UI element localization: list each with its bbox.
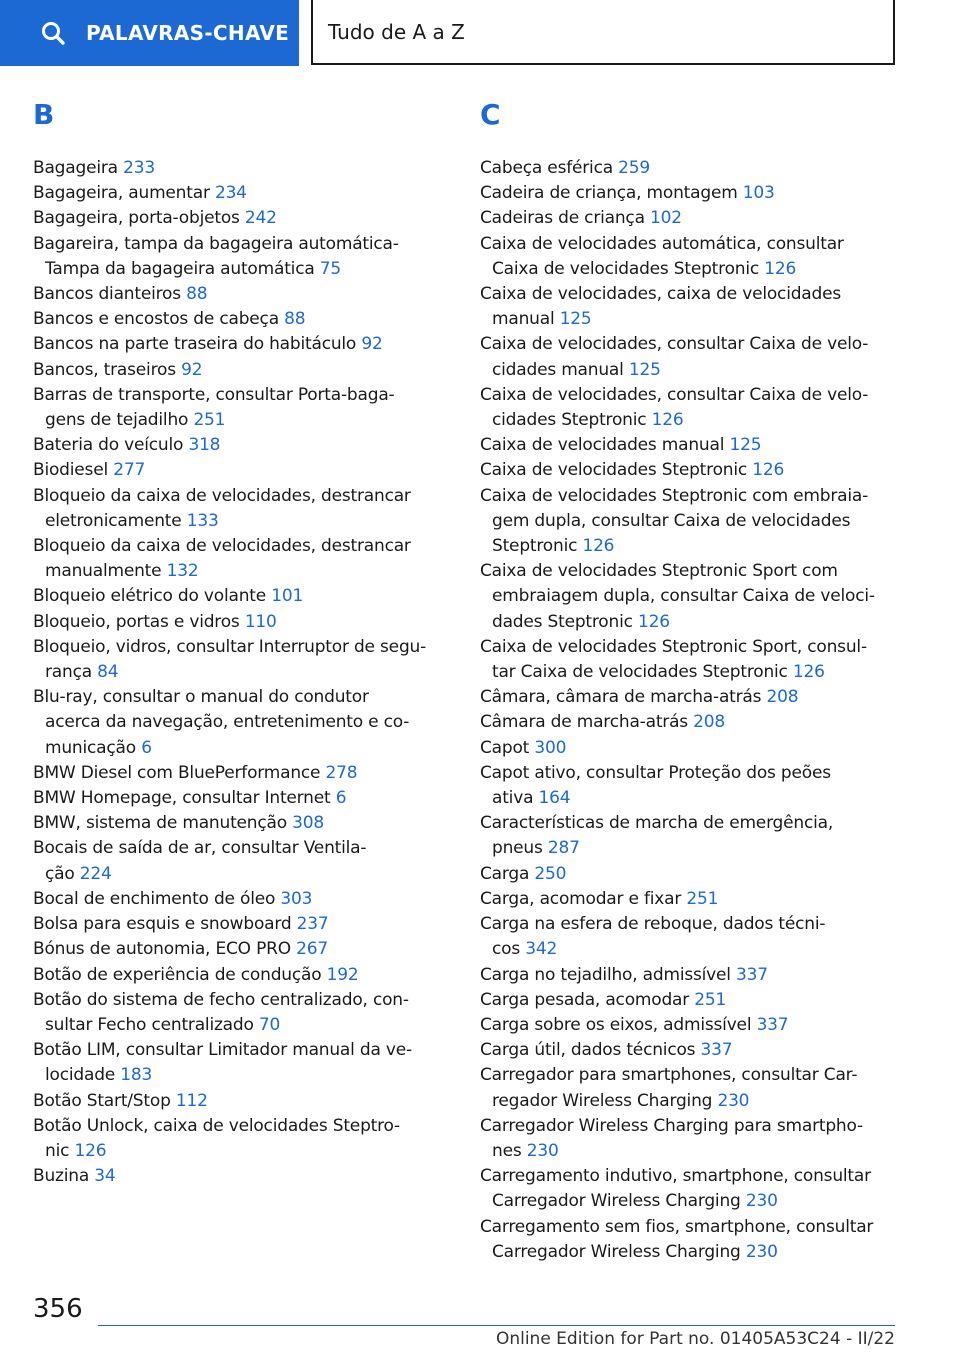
index-entry-term: Câmara de marcha-atrás (480, 712, 688, 733)
page-reference-link[interactable]: 92 (181, 359, 203, 380)
index-entry-term: Bloqueio da caixa de velocidades, destrancar (33, 536, 411, 557)
index-entry (480, 862, 900, 887)
page-reference-link[interactable]: 208 (766, 687, 799, 708)
index-entry (33, 584, 451, 609)
index-entry (33, 811, 451, 836)
index-entry-term: Botão de experiência de condução (33, 964, 322, 985)
index-entry (33, 1038, 451, 1088)
index-entry (480, 887, 900, 912)
index-entry (480, 458, 900, 483)
index-entry-term: embraiagem dupla, consultar Caixa de veloci- (492, 586, 875, 607)
index-entry-term: Bancos dianteiros (33, 284, 181, 305)
page-reference-link[interactable]: 88 (284, 309, 306, 330)
index-entry-term: Bagageira, aumentar (33, 183, 210, 204)
index-entry-term: manualmente (45, 561, 162, 582)
index-entry (480, 1013, 900, 1038)
edition-footer: Online Edition for Part no. 01405A53C24 - II/22 (495, 1329, 895, 1349)
index-entry-term: Bancos, traseiros (33, 359, 176, 380)
index-entry-term: Bagageira (33, 158, 118, 178)
page-number: 356 (33, 1294, 83, 1324)
index-entry (480, 383, 900, 433)
index-entry (480, 761, 900, 811)
index-entry-term: locidade (45, 1065, 116, 1086)
page-reference-link[interactable]: 110 (244, 611, 277, 632)
page-reference-link[interactable]: 242 (244, 208, 277, 229)
index-entry-term: regador Wireless Charging (492, 1090, 713, 1111)
page-reference-link[interactable]: 112 (175, 1090, 208, 1111)
page-reference-link[interactable]: 303 (280, 888, 313, 909)
index-entry (33, 232, 451, 282)
index-entry (480, 332, 900, 382)
index-entry-term: Carga pesada, acomodar (480, 989, 690, 1010)
index-entry-term: Carregamento sem fios, smartphone, consultar (480, 1216, 874, 1237)
footer-divider (98, 1325, 895, 1326)
index-entry (33, 836, 451, 886)
index-entry-list (480, 156, 900, 1265)
page-reference-link[interactable]: 230 (526, 1140, 559, 1161)
index-entry (33, 937, 451, 962)
index-entry (33, 534, 451, 584)
index-entry-term: Bocal de enchimento de óleo (33, 888, 276, 909)
index-entry-term: Bloqueio, vidros, consultar Interruptor de segu- (33, 636, 427, 657)
index-entry (33, 1114, 451, 1164)
index-entry (480, 635, 900, 685)
index-entry-term: municação (45, 737, 136, 758)
index-entry (480, 685, 900, 710)
page-reference-link[interactable]: 70 (258, 1014, 281, 1035)
page-reference-link[interactable]: 126 (582, 536, 615, 557)
index-entry-term: Steptronic (492, 536, 578, 557)
index-entry-term: tar Caixa de velocidades Steptronic (492, 662, 788, 683)
page-reference-link[interactable]: 278 (325, 762, 358, 783)
index-entry (33, 761, 451, 786)
index-entry-term: sultar Fecho centralizado (45, 1014, 254, 1035)
keywords-tab[interactable] (0, 0, 299, 66)
index-entry-term: Caixa de velocidades Steptronic (492, 258, 760, 279)
page-reference-link[interactable]: 337 (736, 964, 768, 985)
page-reference-link[interactable]: 300 (534, 737, 567, 758)
index-entry (33, 156, 451, 181)
index-entry-term: gens de tejadilho (45, 410, 189, 431)
index-entry (480, 710, 900, 735)
page-reference-link[interactable]: 103 (742, 183, 775, 204)
page-reference-link[interactable]: 237 (296, 914, 329, 935)
index-entry-term: Bancos na parte traseira do habitáculo (33, 334, 357, 355)
index-entry-term: Câmara, câmara de marcha-atrás (480, 687, 762, 708)
letter-heading: C (480, 98, 501, 131)
index-entry-term: Biodiesel (33, 460, 108, 481)
page-reference-link[interactable]: 164 (538, 788, 571, 809)
index-entry (33, 206, 451, 231)
index-entry-term: Caixa de velocidades manual (480, 435, 725, 456)
index-entry-term: Caixa de velocidades, consultar Caixa de velo- (480, 384, 869, 405)
index-entry-term: Caixa de velocidades Steptronic Sport, consul- (480, 636, 867, 657)
index-entry-term: Botão do sistema de fecho centralizado, con- (33, 989, 409, 1010)
index-entry (33, 610, 451, 635)
index-entry-term: Bagageira, porta-objetos (33, 208, 240, 229)
index-entry-term: Cadeira de criança, montagem (480, 183, 738, 204)
page-reference-link[interactable]: 88 (186, 284, 208, 305)
page-reference-link[interactable]: 75 (319, 258, 342, 279)
index-entry (33, 963, 451, 988)
index-entry-term: nic (45, 1140, 70, 1161)
search-icon (40, 20, 66, 46)
index-entry (480, 232, 900, 282)
index-entry (33, 383, 451, 433)
index-entry-term: ção (45, 863, 75, 884)
page-reference-link[interactable]: 308 (292, 813, 325, 834)
page-reference-link[interactable]: 337 (756, 1014, 789, 1035)
index-entry-term: Carga útil, dados técnicos (480, 1040, 696, 1061)
index-entry-term: Caixa de velocidades, caixa de velocidades (480, 284, 842, 305)
page-reference-link[interactable]: 251 (694, 989, 727, 1010)
index-entry-list (33, 156, 451, 1189)
page-reference-link[interactable]: 132 (166, 561, 199, 582)
index-entry (33, 458, 451, 483)
index-entry-term: nes (492, 1140, 522, 1161)
index-entry (480, 736, 900, 761)
index-entry-term: Barras de transporte, consultar Porta-baga- (33, 384, 395, 405)
index-entry-term: Carga, acomodar e fixar (480, 888, 682, 909)
page-reference-link[interactable]: 133 (186, 510, 219, 531)
page-reference-link[interactable]: 101 (271, 586, 304, 607)
index-entry (480, 1215, 900, 1265)
page-reference-link[interactable]: 126 (764, 258, 797, 279)
index-entry-term: cidades Steptronic (492, 410, 647, 431)
page-reference-link[interactable]: 125 (729, 435, 762, 456)
index-entry-term: Blu-ray, consultar o manual do condutor (33, 687, 369, 708)
page-reference-link[interactable]: 234 (214, 183, 247, 204)
index-entry-term: manual (492, 309, 555, 330)
index-entry-term: cidades manual (492, 359, 624, 380)
index-entry-term: Botão Unlock, caixa de velocidades Steptro- (33, 1115, 400, 1136)
index-entry (480, 282, 900, 332)
index-entry (33, 635, 451, 685)
index-entry-term: Botão Start/Stop (33, 1090, 171, 1111)
keywords-tab-label: PALAVRAS-CHAVE (86, 21, 290, 45)
index-entry-term: Caixa de velocidades Steptronic Sport com (480, 561, 838, 582)
page-reference-link[interactable]: 277 (113, 460, 146, 481)
page-reference-link[interactable]: 125 (628, 359, 661, 380)
page-reference-link[interactable]: 126 (651, 410, 684, 431)
page-reference-link[interactable]: 92 (361, 334, 383, 355)
index-entry-term: gem dupla, consultar Caixa de velocidades (492, 510, 851, 531)
index-entry-term: cos (492, 939, 521, 960)
index-entry (480, 433, 900, 458)
index-entry (480, 1114, 900, 1164)
index-entry-term: Caixa de velocidades Steptronic (480, 460, 748, 481)
index-entry (480, 484, 900, 560)
index-entry (480, 988, 900, 1013)
index-entry (480, 963, 900, 988)
index-entry-term: Bloqueio da caixa de velocidades, destrancar (33, 485, 411, 506)
index-entry (480, 181, 900, 206)
index-entry-term: Capot (480, 737, 530, 758)
page-reference-link[interactable]: 259 (618, 158, 651, 178)
index-entry-term: Carga na esfera de reboque, dados técni- (480, 914, 826, 935)
page-reference-link[interactable]: 318 (188, 435, 221, 456)
index-entry (33, 685, 451, 761)
page-reference-link[interactable]: 183 (120, 1065, 153, 1086)
index-entry-term: Tampa da bagageira automática (45, 258, 315, 279)
index-entry-term: Carga sobre os eixos, admissível (480, 1014, 752, 1035)
index-entry-term: BMW Homepage, consultar Internet (33, 788, 331, 809)
page-reference-link[interactable]: 250 (534, 863, 567, 884)
page-reference-link[interactable]: 126 (637, 611, 670, 632)
page-reference-link[interactable]: 337 (700, 1040, 733, 1061)
index-entry-term: Bloqueio, portas e vidros (33, 611, 240, 632)
page-reference-link[interactable]: 34 (94, 1166, 116, 1187)
index-entry-term: BMW Diesel com BluePerformance (33, 762, 321, 783)
page-reference-link[interactable]: 233 (123, 158, 155, 178)
page-reference-link[interactable]: 125 (559, 309, 592, 330)
page-reference-link[interactable]: 126 (74, 1140, 107, 1161)
index-entry-term: eletronicamente (45, 510, 182, 531)
letter-heading: B (33, 98, 55, 131)
index-entry-term: BMW, sistema de manutenção (33, 813, 287, 834)
index-entry (33, 1089, 451, 1114)
index-entry (33, 887, 451, 912)
page-reference-link[interactable]: 224 (79, 863, 112, 884)
index-entry-term: Carregador Wireless Charging (492, 1241, 741, 1262)
index-entry-term: Cabeça esférica (480, 158, 613, 178)
page-reference-link[interactable]: 251 (686, 888, 719, 909)
index-entry-term: Cadeiras de criança (480, 208, 645, 229)
index-entry (480, 559, 900, 635)
index-entry (33, 433, 451, 458)
index-entry (33, 282, 451, 307)
index-entry (33, 307, 451, 332)
page-reference-link[interactable]: 6 (335, 788, 347, 809)
index-entry-term: ativa (492, 788, 534, 809)
index-entry (33, 786, 451, 811)
index-entry-term: Carregamento indutivo, smartphone, consultar (480, 1166, 871, 1187)
index-entry-term: Características de marcha de emergência, (480, 813, 834, 834)
index-entry (480, 206, 900, 231)
index-entry-term: Bónus de autonomia, ECO PRO (33, 939, 291, 960)
index-entry (480, 912, 900, 962)
page-reference-link[interactable]: 230 (717, 1090, 750, 1111)
index-entry-term: Carga (480, 863, 530, 884)
page-reference-link[interactable]: 342 (525, 939, 558, 960)
page-reference-link[interactable]: 126 (792, 662, 825, 683)
index-entry (480, 1063, 900, 1113)
index-entry (33, 988, 451, 1038)
index-entry (33, 1164, 451, 1189)
index-entry-term: dades Steptronic (492, 611, 633, 632)
page-reference-link[interactable]: 267 (296, 939, 328, 960)
index-entry-term: Carregador Wireless Charging para smartpho- (480, 1115, 863, 1136)
page-reference-link[interactable]: 230 (745, 1241, 778, 1262)
index-entry (33, 358, 451, 383)
index-entry-term: Bateria do veículo (33, 435, 184, 456)
index-entry-term: Bancos e encostos de cabeça (33, 309, 279, 330)
index-entry-term: Bagareira, tampa da bagageira automática- (33, 233, 399, 254)
page-reference-link[interactable]: 287 (547, 838, 580, 859)
index-entry-term: Capot ativo, consultar Proteção dos peões (480, 762, 831, 783)
index-entry (33, 332, 451, 357)
index-entry (33, 181, 451, 206)
index-entry-term: Bloqueio elétrico do volante (33, 586, 267, 607)
page-reference-link[interactable]: 251 (193, 410, 226, 431)
page-reference-link[interactable]: 6 (141, 737, 152, 758)
index-entry-term: Carga no tejadilho, admissível (480, 964, 731, 985)
index-entry-term: Bocais de saída de ar, consultar Ventila- (33, 838, 367, 859)
page-reference-link[interactable]: 126 (752, 460, 785, 481)
index-entry-term: Caixa de velocidades automática, consultar (480, 233, 844, 254)
index-entry-term: Caixa de velocidades Steptronic com embraia- (480, 485, 869, 506)
page-reference-link[interactable]: 230 (745, 1191, 778, 1212)
page-reference-link[interactable]: 84 (97, 662, 119, 683)
index-entry-term: pneus (492, 838, 543, 859)
index-entry-term: Botão LIM, consultar Limitador manual da ve- (33, 1040, 412, 1061)
page-reference-link[interactable]: 192 (326, 964, 359, 985)
top-navigation (0, 0, 960, 66)
index-entry (480, 156, 900, 181)
index-entry (33, 912, 451, 937)
section-tab-a-to-z[interactable]: Tudo de A a Z (311, 0, 895, 65)
index-entry-term: Carregador Wireless Charging (492, 1191, 741, 1212)
index-entry-term: Buzina (33, 1166, 90, 1187)
index-entry (480, 1164, 900, 1214)
index-entry (480, 811, 900, 861)
index-entry (480, 1038, 900, 1063)
page-reference-link[interactable]: 208 (693, 712, 726, 733)
index-entry-term: Bolsa para esquis e snowboard (33, 914, 292, 935)
index-entry-term: Carregador para smartphones, consultar Car- (480, 1065, 858, 1086)
index-entry (33, 484, 451, 534)
index-entry-term: rança (45, 662, 92, 683)
index-entry-term: Caixa de velocidades, consultar Caixa de velo- (480, 334, 869, 355)
page-reference-link[interactable]: 102 (650, 208, 682, 229)
index-entry-term: acerca da navegação, entretenimento e co- (45, 712, 410, 733)
